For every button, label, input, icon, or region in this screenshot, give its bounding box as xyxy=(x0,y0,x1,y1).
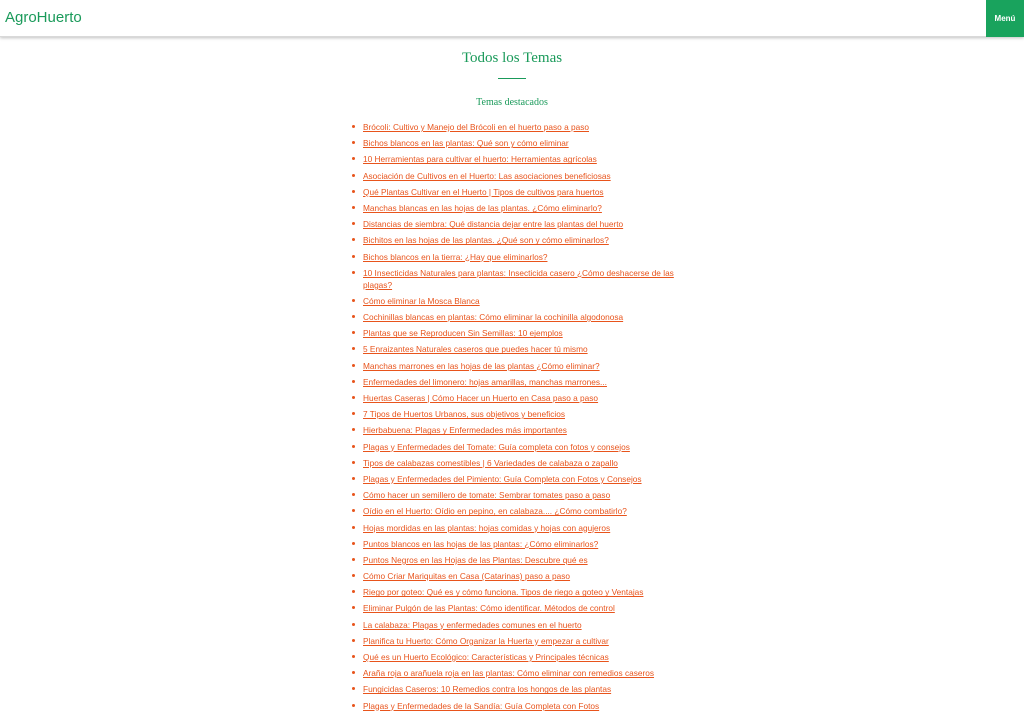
list-item xyxy=(361,473,679,485)
list-item xyxy=(361,586,679,598)
list-item xyxy=(361,376,679,388)
topic-link[interactable]: Hierbabuena: Plagas y Enfermedades más importantes xyxy=(363,425,567,436)
list-item xyxy=(361,343,679,355)
featured-topics-list xyxy=(361,121,679,716)
list-item xyxy=(361,218,679,230)
topic-link[interactable]: Fungicidas Caseros: 10 Remedios contra los hongos de las plantas xyxy=(363,684,612,695)
topic-link[interactable]: Manchas marrones en las hojas de las plantas ¿Cómo eliminar? xyxy=(363,360,600,371)
topic-link[interactable]: 10 Insecticidas Naturales para plantas: Insecticida casero ¿Cómo deshacerse de las plagas? xyxy=(363,267,674,290)
topic-link[interactable]: Tipos de calabazas comestibles | 6 Variedades de calabaza o zapallo xyxy=(363,457,618,468)
topic-link[interactable]: Puntos Negros en las Hojas de las Plantas: Descubre qué es xyxy=(363,554,588,565)
topic-link[interactable]: Brócoli: Cultivo y Manejo del Brócoli en el huerto paso a paso xyxy=(363,122,589,132)
topic-link[interactable]: Enfermedades del limonero: hojas amarillas, manchas marrones... xyxy=(363,376,607,387)
list-item xyxy=(361,202,679,214)
list-item xyxy=(361,137,679,149)
list-item xyxy=(361,635,679,647)
topic-link[interactable]: Riego por goteo: Qué es y cómo funciona. Tipos de riego a goteo y Ventajas xyxy=(363,587,644,598)
list-item xyxy=(361,522,679,534)
list-item xyxy=(361,700,679,712)
topic-link[interactable]: Cómo eliminar la Mosca Blanca xyxy=(363,295,480,306)
title-divider xyxy=(498,78,526,79)
list-item xyxy=(361,234,679,246)
list-item xyxy=(361,327,679,339)
topic-link[interactable]: 7 Tipos de Huertos Urbanos, sus objetivos y beneficios xyxy=(363,409,565,420)
topic-link[interactable]: Planifica tu Huerto: Cómo Organizar la Huerta y empezar a cultivar xyxy=(363,635,609,646)
topic-link[interactable]: Manchas blancas en las hojas de las plantas. ¿Cómo eliminarlo? xyxy=(363,202,602,213)
topic-link[interactable]: Qué Plantas Cultivar en el Huerto | Tipos de cultivos para huertos xyxy=(363,186,604,197)
list-item xyxy=(361,153,679,165)
list-item xyxy=(361,121,679,133)
list-item xyxy=(361,424,679,436)
topic-link[interactable]: Distancias de siembra: Qué distancia dejar entre las plantas del huerto xyxy=(363,219,624,230)
list-item xyxy=(361,683,679,695)
list-item xyxy=(361,457,679,469)
list-item xyxy=(361,505,679,517)
page-title: Todos los Temas xyxy=(461,50,563,66)
topic-link[interactable]: Bichitos en las hojas de las plantas. ¿Qué son y cómo eliminarlos? xyxy=(363,235,609,246)
topic-link[interactable]: La calabaza: Plagas y enfermedades comunes en el huerto xyxy=(363,619,582,630)
list-item xyxy=(361,267,679,291)
section-title: Temas destacados xyxy=(476,97,548,108)
list-item xyxy=(361,619,679,631)
topic-link[interactable]: Plantas que se Reproducen Sin Semillas: 10 ejemplos xyxy=(363,328,563,339)
list-item xyxy=(361,538,679,550)
topic-link[interactable]: Qué es un Huerto Ecológico: Características y Principales técnicas xyxy=(363,652,609,662)
topic-link[interactable]: Puntos blancos en las hojas de las plantas: ¿Cómo eliminarlos? xyxy=(363,538,599,549)
list-item xyxy=(361,311,679,323)
topic-link[interactable]: Plagas y Enfermedades de la Sandía: Guía Completa con Fotos xyxy=(363,700,600,711)
topic-link[interactable]: Cochinillas blancas en plantas: Cómo eliminar la cochinilla algodonosa xyxy=(363,312,624,323)
list-item xyxy=(361,251,679,263)
topic-link[interactable]: Bichos blancos en las plantas: Qué son y cómo eliminar xyxy=(363,138,569,149)
list-item xyxy=(361,392,679,404)
topic-link[interactable]: Bichos blancos en la tierra: ¿Hay que eliminarlos? xyxy=(363,251,548,262)
list-item xyxy=(361,651,679,663)
topic-link[interactable]: Eliminar Pulgón de las Plantas: Cómo identificar. Métodos de control xyxy=(363,603,615,614)
list-item xyxy=(361,360,679,372)
topic-link[interactable]: Araña roja o arañuela roja en las plantas: Cómo eliminar con remedios caseros xyxy=(363,668,655,679)
topic-link[interactable]: 5 Enraizantes Naturales caseros que puedes hacer tú mismo xyxy=(363,344,588,355)
list-item xyxy=(361,170,679,182)
list-item xyxy=(361,441,679,453)
list-item xyxy=(361,554,679,566)
list-item xyxy=(361,408,679,420)
list-item xyxy=(361,295,679,307)
topic-link[interactable]: Plagas y Enfermedades del Pimiento: Guía Completa con Fotos y Consejos xyxy=(363,473,642,484)
topic-link[interactable]: Cómo hacer un semillero de tomate: Sembrar tomates paso a paso xyxy=(363,490,611,501)
topic-link[interactable]: Oídio en el Huerto: Oídio en pepino, en calabaza.... ¿Cómo combatirlo? xyxy=(363,506,627,517)
topic-link[interactable]: 10 Herramientas para cultivar el huerto: Herramientas agrícolas xyxy=(363,154,597,165)
site-header xyxy=(0,0,1024,37)
list-item xyxy=(361,186,679,198)
topic-link[interactable]: Hojas mordidas en las plantas: hojas comidas y hojas con agujeros xyxy=(363,522,611,533)
list-item xyxy=(361,489,679,501)
topic-link[interactable]: Cómo Criar Mariquitas en Casa (Catarinas) paso a paso xyxy=(363,571,571,582)
topic-link[interactable]: Huertas Caseras | Cómo Hacer un Huerto en Casa paso a paso xyxy=(363,393,599,403)
list-item xyxy=(361,602,679,614)
list-item xyxy=(361,570,679,582)
site-logo[interactable]: AgroHuerto xyxy=(5,9,82,26)
list-item xyxy=(361,667,679,679)
menu-button[interactable]: Menú xyxy=(986,0,1024,37)
topic-link[interactable]: Plagas y Enfermedades del Tomate: Guía completa con fotos y consejos xyxy=(363,441,630,452)
topic-link[interactable]: Asociación de Cultivos en el Huerto: Las asociaciones beneficiosas xyxy=(363,170,611,181)
